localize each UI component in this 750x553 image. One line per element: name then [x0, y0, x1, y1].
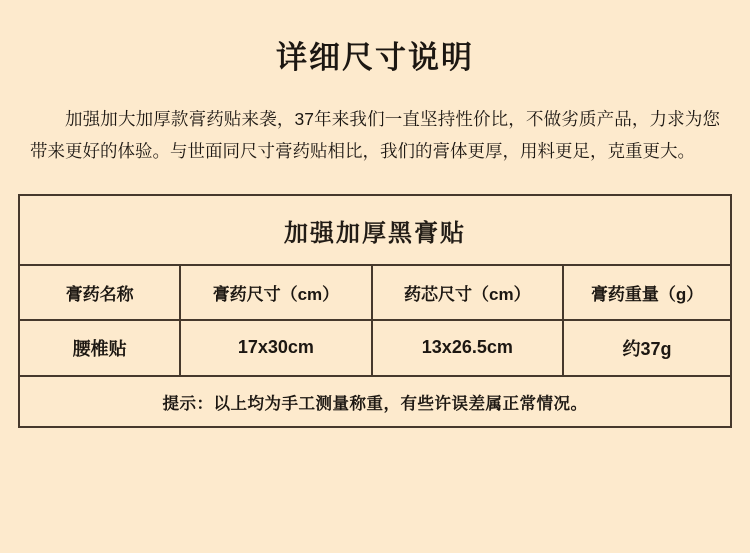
column-header-name: 膏药名称 [20, 266, 180, 320]
cell-weight: 约37g [563, 320, 730, 376]
cell-plaster-size: 17x30cm [180, 320, 371, 376]
column-header-plaster-size: 膏药尺寸（cm） [180, 266, 371, 320]
spec-table-caption: 加强加厚黑膏贴 [20, 196, 730, 266]
table-note: 提示：以上均为手工测量称重，有些许误差属正常情况。 [162, 394, 588, 413]
table-header-row [20, 266, 730, 320]
spec-table [20, 266, 730, 426]
spec-table-container [18, 194, 732, 428]
column-header-core-size: 药芯尺寸（cm） [372, 266, 563, 320]
table-row [20, 320, 730, 376]
cell-product-name: 腰椎贴 [20, 320, 180, 376]
intro-paragraph: 加强加大加厚款膏药贴来袭，37年来我们一直坚持性价比，不做劣质产品，力求为您带来更好的体验。与世面同尺寸膏药贴相比，我们的膏体更厚，用料更足，克重更大。 [30, 109, 720, 162]
page-title: 详细尺寸说明 [276, 40, 474, 75]
column-header-weight: 膏药重量（g） [563, 266, 730, 320]
table-note-row [20, 376, 730, 426]
cell-core-size: 13x26.5cm [372, 320, 563, 376]
